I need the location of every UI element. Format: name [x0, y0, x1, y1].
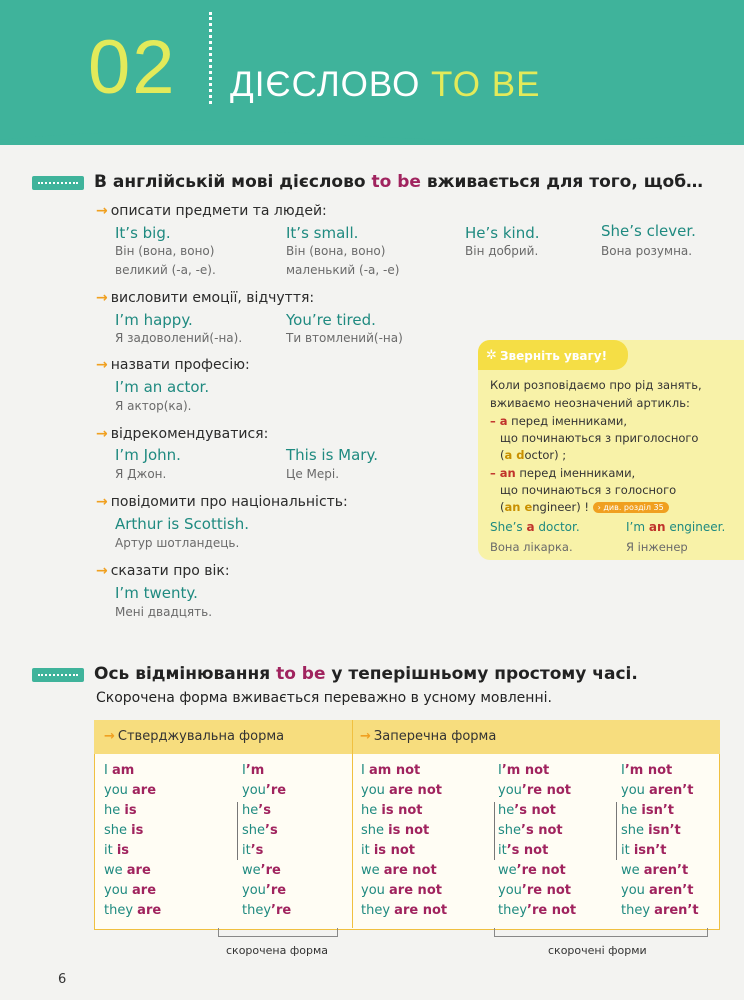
table-header-negative: → Заперечна форма: [360, 729, 497, 744]
table-cell: he is not: [361, 803, 423, 818]
arrow-right-icon: →: [104, 729, 115, 744]
arrow-right-icon: →: [96, 494, 108, 510]
table-cell: they aren’t: [621, 903, 699, 918]
section-title: В англійській мові дієслово to be вживається для того, щоб…: [94, 172, 704, 192]
table-cell: we’re not: [498, 863, 566, 878]
table-cell: I’m not: [621, 763, 673, 778]
note-example-ua: Вона лікарка.: [490, 540, 573, 554]
attention-note-title: Зверніть увагу!: [500, 349, 608, 363]
example-en: I’m twenty.: [115, 584, 198, 602]
table-cell: we are: [104, 863, 151, 878]
example-ua: Я Джон.: [115, 467, 167, 481]
contraction-bar: [237, 802, 238, 860]
table-cell: we’re: [242, 863, 281, 878]
table-cell: I’m not: [498, 763, 550, 778]
section-marker: [32, 176, 84, 190]
table-cell: you’re not: [498, 883, 571, 898]
table-cell: it isn’t: [621, 843, 667, 858]
table-cell: it’s not: [498, 843, 549, 858]
table-divider: [352, 720, 353, 928]
table-cell: she’s not: [498, 823, 563, 838]
table-cell: she’s: [242, 823, 278, 838]
table-cell: we aren’t: [621, 863, 689, 878]
arrow-right-icon: →: [96, 563, 108, 579]
example-ua: Я актор(ка).: [115, 399, 192, 413]
note-text: що починаються з голосного: [500, 483, 677, 497]
arrow-right-icon: →: [96, 203, 108, 219]
section-subtitle: Скорочена форма вживається переважно в усному мовленні.: [96, 690, 552, 706]
table-cell: you’re: [242, 883, 287, 898]
table-cell: you’re: [242, 783, 287, 798]
example-ua: Він (вона, воно): [286, 244, 386, 258]
note-text: (a doctor) ;: [500, 448, 567, 462]
bracket: [494, 928, 708, 937]
example-ua: Він (вона, воно): [115, 244, 215, 258]
section-title: Ось відмінювання to be у теперішньому простому часі.: [94, 664, 638, 684]
use-label: → назвати професію:: [96, 357, 250, 373]
caption-short-form: скорочена форма: [226, 944, 328, 957]
table-cell: they are: [104, 903, 162, 918]
example-en: I’m an actor.: [115, 378, 210, 396]
note-text: (an engineer) ! › див. розділ 35: [500, 500, 669, 514]
example-ua: великий (-а, -е).: [115, 263, 216, 277]
table-cell: we are not: [361, 863, 437, 878]
table-cell: you are not: [361, 883, 442, 898]
table-cell: I am: [104, 763, 135, 778]
see-section-link[interactable]: › див. розділ 35: [593, 502, 669, 513]
header-wave: [0, 118, 744, 178]
table-cell: she is: [104, 823, 144, 838]
table-cell: he isn’t: [621, 803, 674, 818]
example-ua: Артур шотландець.: [115, 536, 240, 550]
arrow-right-icon: →: [96, 426, 108, 442]
table-cell: they are not: [361, 903, 448, 918]
example-en: You’re tired.: [286, 311, 376, 329]
note-text: – a перед іменниками,: [490, 414, 628, 428]
contraction-bar: [494, 802, 495, 860]
table-cell: you aren’t: [621, 883, 694, 898]
table-header-affirmative: → Стверджувальна форма: [104, 729, 285, 744]
table-cell: he’s: [242, 803, 271, 818]
table-cell: you are: [104, 883, 157, 898]
note-text: вживаємо неозначений артикль:: [490, 396, 690, 410]
use-label: → відрекомендуватися:: [96, 426, 269, 442]
table-cell: you are not: [361, 783, 442, 798]
lightbulb-icon: ✲: [486, 348, 497, 363]
example-ua: Я задоволений(-на).: [115, 331, 243, 345]
table-cell: you’re not: [498, 783, 571, 798]
chapter-number: 02: [88, 25, 177, 110]
example-ua: Ти втомлений(-на): [286, 331, 403, 345]
caption-short-forms: скорочені форми: [548, 944, 647, 957]
example-en: She’s clever.: [601, 222, 696, 240]
table-cell: you are: [104, 783, 157, 798]
table-cell: it is not: [361, 843, 415, 858]
table-cell: I’m: [242, 763, 265, 778]
table-cell: I am not: [361, 763, 421, 778]
table-cell: it is: [104, 843, 130, 858]
arrow-right-icon: →: [96, 357, 108, 373]
example-en: Arthur is Scottish.: [115, 515, 249, 533]
example-ua: маленький (-а, -е): [286, 263, 400, 277]
contraction-bar: [616, 802, 617, 860]
table-cell: you aren’t: [621, 783, 694, 798]
section-marker: [32, 668, 84, 682]
example-en: This is Mary.: [286, 446, 378, 464]
page-number: 6: [58, 972, 67, 987]
table-cell: it’s: [242, 843, 264, 858]
table-cell: they’re: [242, 903, 292, 918]
example-ua: Мені двадцять.: [115, 605, 213, 619]
bracket: [218, 928, 338, 937]
header-divider: [209, 12, 212, 104]
use-label: → висловити емоції, відчуття:: [96, 290, 315, 306]
chapter-title: ДІЄСЛОВО TO BE: [230, 65, 541, 104]
use-label: → описати предмети та людей:: [96, 203, 327, 219]
note-example-en: She’s a doctor.: [490, 520, 580, 534]
example-ua: Вона розумна.: [601, 244, 693, 258]
use-label: → повідомити про національність:: [96, 494, 348, 510]
example-en: I’m happy.: [115, 311, 193, 329]
example-en: I’m John.: [115, 446, 181, 464]
table-cell: she isn’t: [621, 823, 681, 838]
table-cell: he is: [104, 803, 137, 818]
note-example-en: I’m an engineer.: [626, 520, 726, 534]
table-cell: she is not: [361, 823, 430, 838]
table-cell: they’re not: [498, 903, 577, 918]
note-text: що починаються з приголосного: [500, 431, 699, 445]
note-example-ua: Я інженер: [626, 540, 688, 554]
example-en: It’s small.: [286, 224, 359, 242]
note-text: – an перед іменниками,: [490, 466, 636, 480]
example-en: He’s kind.: [465, 224, 540, 242]
example-ua: Він добрий.: [465, 244, 539, 258]
table-cell: he’s not: [498, 803, 556, 818]
note-text: Коли розповідаємо про рід занять,: [490, 378, 702, 392]
use-label: → сказати про вік:: [96, 563, 230, 579]
arrow-right-icon: →: [96, 290, 108, 306]
arrow-right-icon: →: [360, 729, 371, 744]
example-en: It’s big.: [115, 224, 171, 242]
example-ua: Це Мері.: [286, 467, 340, 481]
